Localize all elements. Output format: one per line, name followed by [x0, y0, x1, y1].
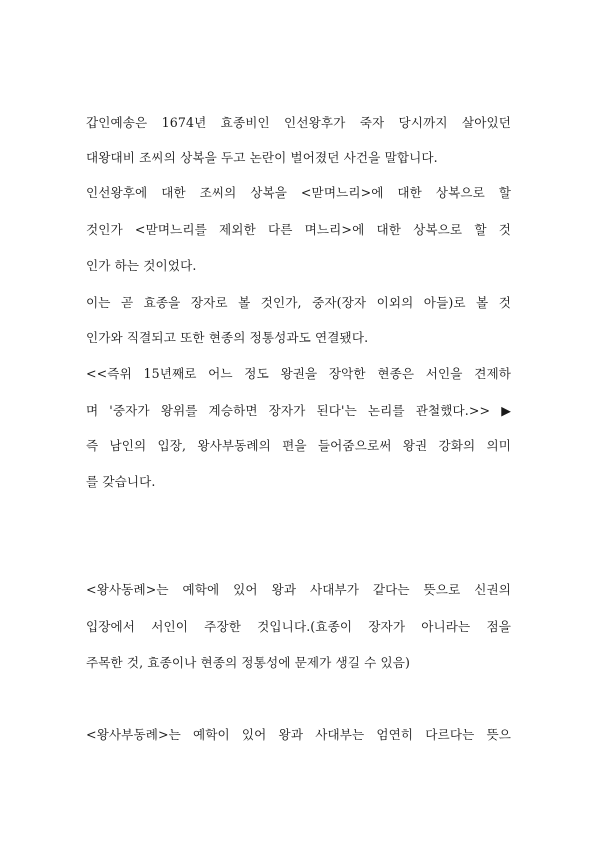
paragraph-4-line-2: 며 '중자가 왕위를 계승하면 장자가 된다'는 논리를 관철했다.>> ▶ [86, 403, 511, 418]
paragraph-3-line-1: 이는 곧 효종을 장자로 볼 것인가, 중자(장자 이외의 아들)로 볼 것 [86, 295, 511, 310]
paragraph-5-line-3: 주목한 것, 효종이나 현종의 정통성에 문제가 생길 수 있음) [86, 655, 411, 670]
paragraph-1-line-1: 갑인예송은 1674년 효종비인 인선왕후가 죽자 당시까지 살아있던 [86, 115, 511, 130]
paragraph-2-line-1: 인선왕후에 대한 조씨의 상복을 <맏며느리>에 대한 상복으로 할 [86, 185, 511, 200]
paragraph-5-line-1: <왕사동례>는 예학에 있어 왕과 사대부가 같다는 뜻으로 신권의 [86, 582, 511, 597]
paragraph-3-line-2: 인가와 직결되고 또한 현종의 정통성과도 연결됐다. [86, 330, 369, 345]
paragraph-4-line-4: 를 갖습니다. [86, 474, 156, 489]
paragraph-2-line-3: 인가 하는 것이었다. [86, 258, 197, 273]
paragraph-1-line-2: 대왕대비 조씨의 상복을 두고 논란이 벌어졌던 사건을 말합니다. [86, 150, 438, 165]
paragraph-6-line-1: <왕사부동례>는 예학이 있어 왕과 사대부는 엄연히 다르다는 뜻으 [86, 727, 511, 742]
paragraph-2-line-2: 것인가 <맏며느리를 제외한 다른 며느리>에 대한 상복으로 할 것 [86, 222, 511, 237]
paragraph-4-line-1: <<즉위 15년째로 어느 정도 왕권을 장악한 현종은 서인을 견제하 [86, 366, 511, 381]
paragraph-5-line-2: 입장에서 서인이 주장한 것입니다.(효종이 장자가 아니라는 점을 [86, 619, 511, 634]
paragraph-4-line-3: 즉 남인의 입장, 왕사부동례의 편을 들어줌으로써 왕권 강화의 의미 [86, 438, 511, 453]
